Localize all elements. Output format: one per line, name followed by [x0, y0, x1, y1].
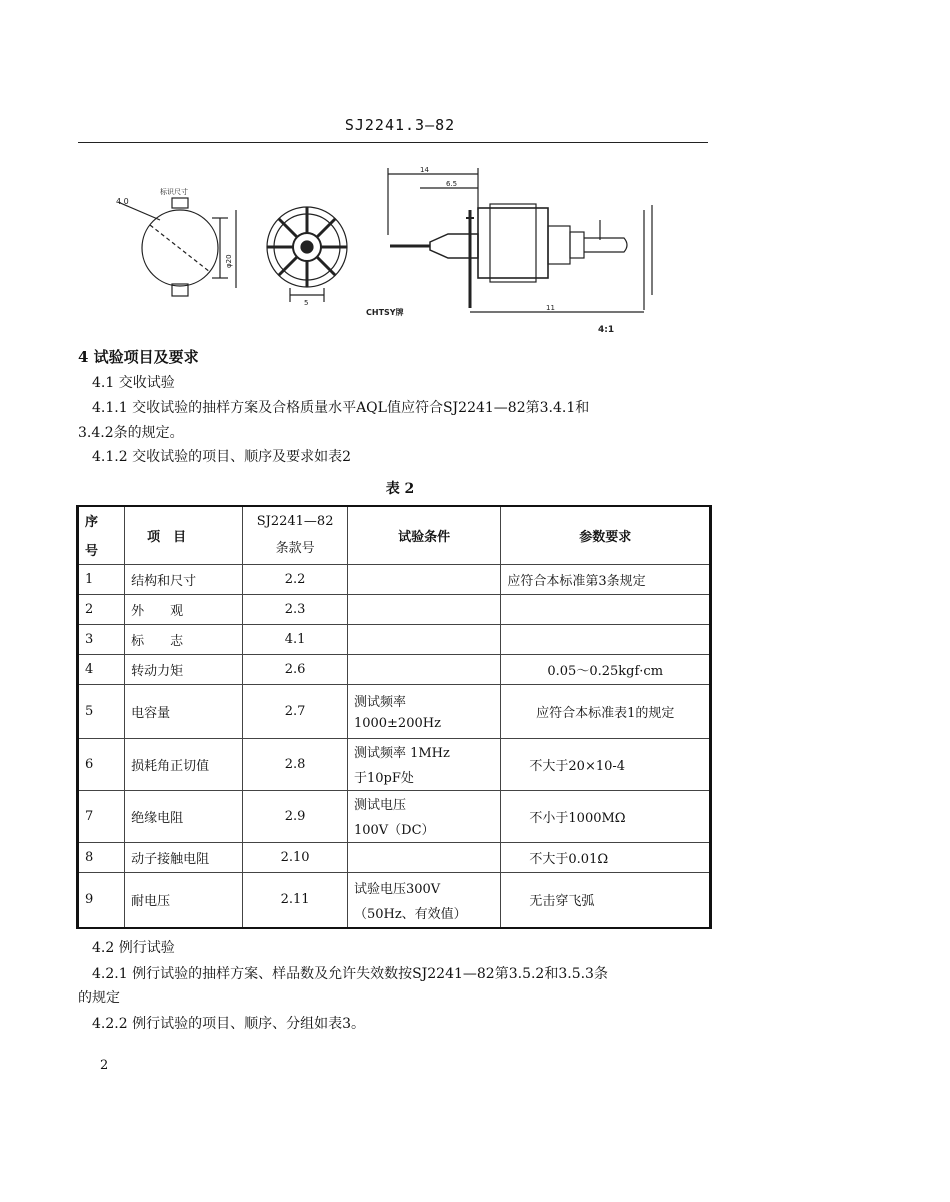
cell-requirement: 0.05～0.25kgf·cm	[501, 654, 711, 684]
component-drawing	[0, 160, 720, 340]
para-4-2-2: 4.2.2 例行试验的项目、顺序、分组如表3。	[92, 1016, 365, 1032]
cell-condition-line2: 1000±200Hz	[353, 716, 441, 731]
cell-requirement: 应符合本标准表1的规定	[501, 684, 711, 738]
para-4-1: 4.1 交收试验	[92, 375, 175, 391]
para-4-2: 4.2 例行试验	[92, 940, 175, 956]
cell-clause: 4.1	[243, 624, 348, 654]
figure-dim-middle: 5	[304, 299, 309, 307]
para-4-1-2: 4.1.2 交收试验的项目、顺序及要求如表2	[92, 449, 351, 465]
table-row	[78, 872, 711, 928]
figure-dim-b: φ20	[225, 254, 233, 268]
cell-no: 3	[78, 624, 125, 654]
front-view	[116, 187, 236, 296]
table-row	[78, 842, 711, 872]
page-number: 2	[100, 1058, 109, 1073]
para-4-1-1-line2: 3.4.2条的规定。	[78, 425, 184, 441]
figure-label: 标识尺寸	[160, 188, 188, 196]
figure-dim-top: 14	[420, 166, 429, 174]
figure-mark: CHTSY牌	[366, 308, 404, 317]
cell-condition	[347, 738, 500, 790]
cell-clause: 2.8	[243, 738, 348, 790]
cell-clause: 2.7	[243, 684, 348, 738]
cell-requirement: 无击穿飞弧	[501, 872, 711, 928]
cell-condition-line1: 试验电压300V	[353, 881, 441, 897]
cell-condition-line2: 于10pF处	[353, 771, 414, 786]
cell-item: 耐电压	[125, 872, 243, 928]
table-row	[78, 684, 711, 738]
cell-requirement: 不大于0.01Ω	[501, 842, 711, 872]
cell-clause: 2.2	[243, 564, 348, 594]
document-header: SJ2241.3—82	[344, 116, 456, 134]
cell-no: 8	[78, 842, 125, 872]
cell-clause: 2.9	[243, 790, 348, 842]
table-row	[78, 564, 711, 594]
cell-condition	[347, 790, 500, 842]
header-rule	[78, 142, 708, 143]
cell-no: 2	[78, 594, 125, 624]
cell-condition-line2: 100V（DC）	[353, 823, 435, 838]
header-no-line1: 序	[85, 515, 99, 531]
cell-no: 9	[78, 872, 125, 928]
table-header-row	[78, 506, 711, 564]
cell-condition-line1: 测试频率 1MHz	[353, 746, 450, 761]
para-4-1-1-line1: 4.1.1 交收试验的抽样方案及合格质量水平AQL值应符合SJ2241—82第3.4.1和	[92, 400, 590, 416]
cell-no: 4	[78, 654, 125, 684]
side-view	[388, 166, 652, 335]
cell-condition-line1: 测试电压	[353, 798, 406, 813]
para-4-2-1-line1: 4.2.1 例行试验的抽样方案、样品数及允许失效数按SJ2241—82第3.5.2和3.5.3条	[92, 966, 608, 982]
cell-no: 6	[78, 738, 125, 790]
figure-scale: 4:1	[598, 325, 615, 335]
para-4-2-1-line2: 的规定	[78, 990, 120, 1006]
cell-requirement: 不小于1000MΩ	[501, 790, 711, 842]
cell-condition	[347, 872, 500, 928]
table-row	[78, 738, 711, 790]
cell-clause: 2.11	[243, 872, 348, 928]
figure-dim-top2: 6.5	[446, 180, 458, 188]
header-clause-line1: SJ2241—82	[256, 514, 334, 530]
cell-no: 7	[78, 790, 125, 842]
header-condition: 试验条件	[347, 506, 500, 564]
cell-condition	[347, 564, 500, 594]
cell-no: 5	[78, 684, 125, 738]
cell-item: 绝缘电阻	[125, 790, 243, 842]
cell-requirement: 应符合本标准第3条规定	[501, 564, 711, 594]
cell-item: 动子接触电阻	[125, 842, 243, 872]
table-row	[78, 624, 711, 654]
cell-condition-line2: （50Hz、有效值）	[353, 906, 467, 922]
header-clause	[243, 506, 348, 564]
header-requirement: 参数要求	[501, 506, 711, 564]
cell-condition	[347, 624, 500, 654]
table-row	[78, 654, 711, 684]
header-clause-line2: 条款号	[275, 541, 315, 557]
section-title: 4 试验项目及要求	[78, 348, 199, 366]
header-no	[78, 506, 125, 564]
cell-requirement: 不大于20×10-4	[501, 738, 711, 790]
rear-view	[267, 207, 404, 317]
cell-condition-line1: 测试频率	[353, 695, 406, 710]
cell-item: 结构和尺寸	[125, 564, 243, 594]
header-no-line2: 号	[85, 544, 99, 560]
cell-requirement	[501, 594, 711, 624]
figure-dim-a: 4 0	[116, 197, 129, 206]
cell-item: 外 观	[125, 594, 243, 624]
cell-condition	[347, 594, 500, 624]
figure-dim-bottom: 11	[546, 304, 555, 312]
requirements-table	[76, 505, 712, 929]
cell-no: 1	[78, 564, 125, 594]
cell-clause: 2.3	[243, 594, 348, 624]
cell-item: 标 志	[125, 624, 243, 654]
cell-requirement	[501, 624, 711, 654]
cell-condition	[347, 842, 500, 872]
table-row	[78, 594, 711, 624]
cell-condition	[347, 654, 500, 684]
cell-item: 电容量	[125, 684, 243, 738]
cell-clause: 2.6	[243, 654, 348, 684]
cell-item: 转动力矩	[125, 654, 243, 684]
cell-condition	[347, 684, 500, 738]
table-row	[78, 790, 711, 842]
cell-item: 损耗角正切值	[125, 738, 243, 790]
header-item: 项 目	[125, 506, 243, 564]
table-caption: 表 2	[385, 481, 415, 497]
cell-clause: 2.10	[243, 842, 348, 872]
